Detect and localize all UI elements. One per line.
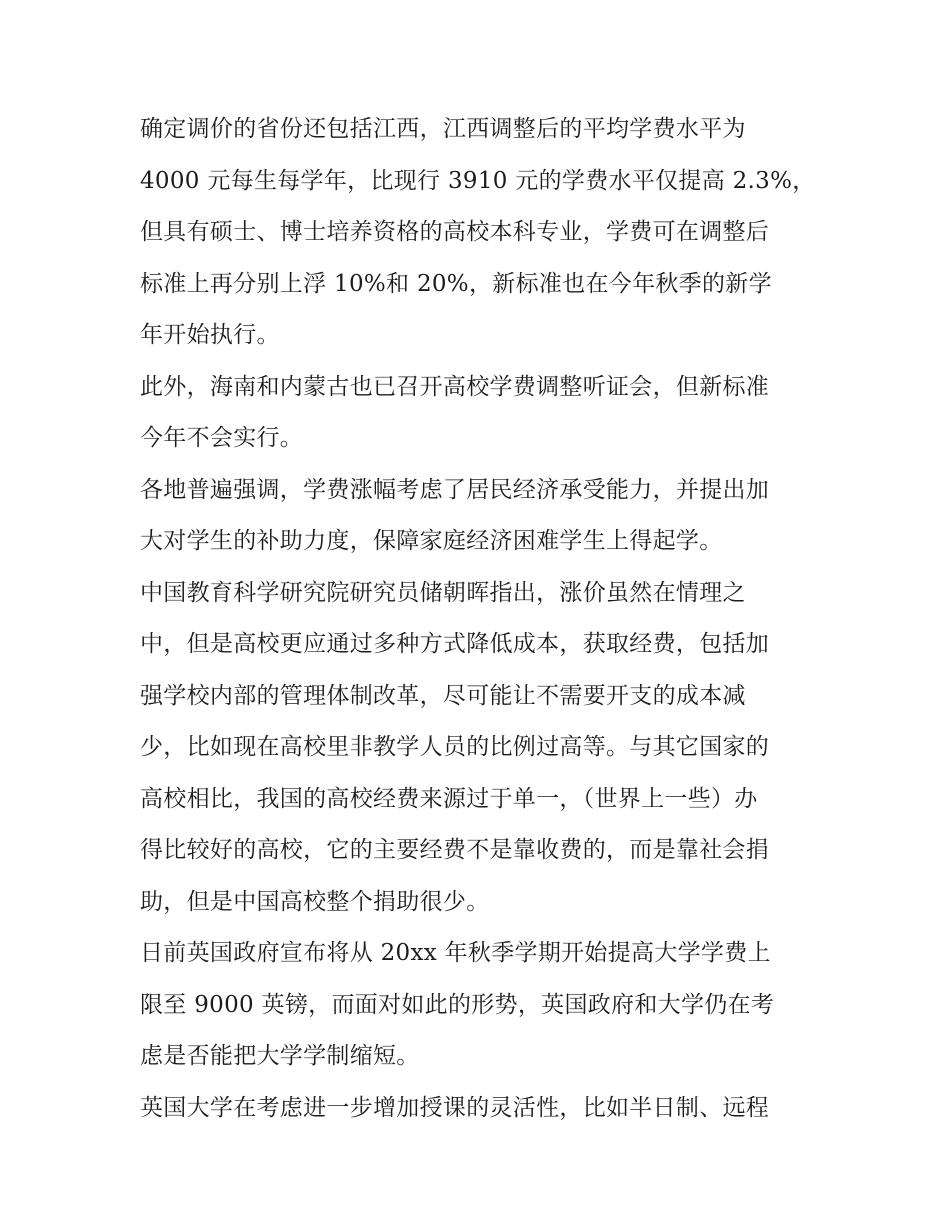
text-line: 中，但是高校更应通过多种方式降低成本，获取经费，包括加 <box>140 631 770 657</box>
text-line: 此外，海南和内蒙古也已召开高校学费调整听证会，但新标准 <box>140 373 770 400</box>
text-line: 日前英国政府宣布将从 20xx 年秋季学期开始提高大学学费上 <box>140 940 771 966</box>
text-line: 限至 9000 英镑，而面对如此的形势，英国政府和大学仍在考 <box>140 991 775 1018</box>
text-line: 今年不会实行。 <box>140 425 304 451</box>
text-line: 年开始执行。 <box>140 322 280 348</box>
text-line: 标准上再分别上浮 10%和 20%，新标准也在今年秋季的新学 <box>140 270 772 297</box>
document-body <box>140 104 820 1134</box>
text-line: 得比较好的高校，它的主要经费不是靠收费的，而是靠社会捐 <box>140 837 770 863</box>
text-line: 大对学生的补助力度，保障家庭经济困难学生上得起学。 <box>140 528 723 554</box>
text-line: 英国大学在考虑进一步增加授课的灵活性，比如半日制、远程 <box>140 1094 770 1121</box>
text-line: 强学校内部的管理体制改革，尽可能让不需要开支的成本减 <box>140 682 746 709</box>
text-line: 各地普遍强调，学费涨幅考虑了居民经济承受能力，并提出加 <box>140 476 770 503</box>
text-line: 中国教育科学研究院研究员储朝晖指出，涨价虽然在情理之 <box>140 579 746 606</box>
text-line: 4000 元每生每学年，比现行 3910 元的学费水平仅提高 2.3%， <box>140 167 816 194</box>
text-line: 确定调价的省份还包括江西，江西调整后的平均学费水平为 <box>140 116 746 142</box>
text-line: 但具有硕士、博士培养资格的高校本科专业，学费可在调整后 <box>140 219 770 245</box>
text-line: 少，比如现在高校里非教学人员的比例过高等。与其它国家的 <box>140 734 770 760</box>
text-line: 助，但是中国高校整个捐助很少。 <box>140 888 490 915</box>
text-line: 高校相比，我国的高校经费来源过于单一，（世界上一些）办 <box>140 785 758 812</box>
text-line: 虑是否能把大学学制缩短。 <box>140 1043 420 1069</box>
